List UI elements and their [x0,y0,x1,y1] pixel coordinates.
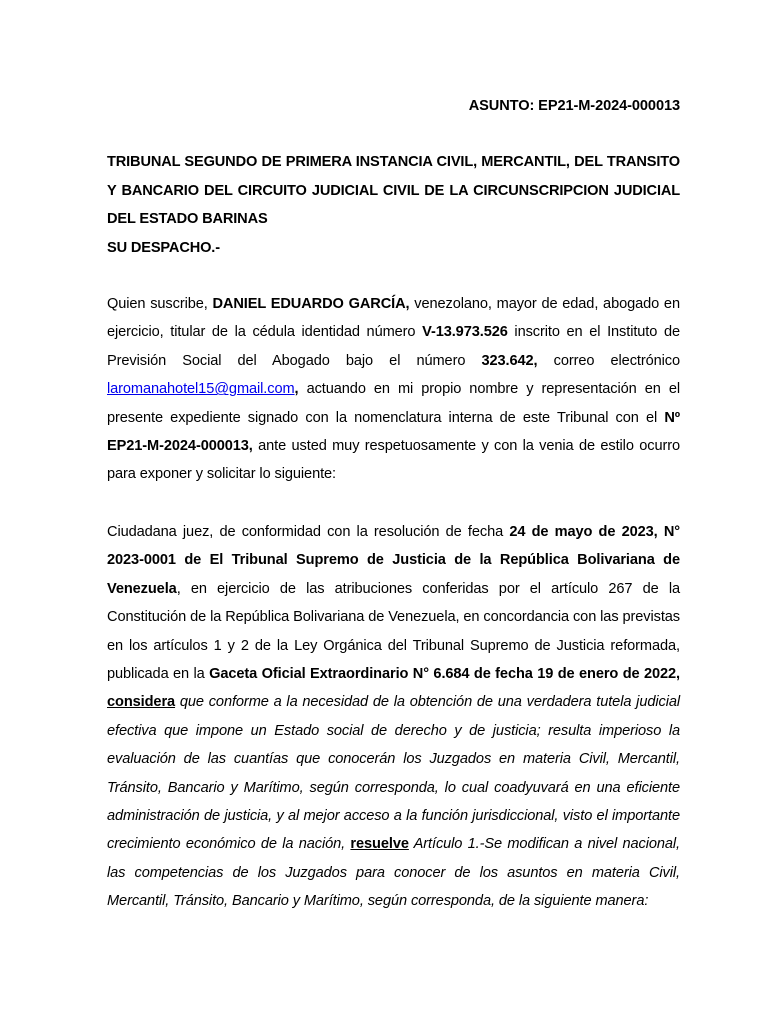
ipsa-number: 323.642, [481,352,538,369]
intro-text-5: actuando en mi propio nombre y representación en el presente expediente signado con la nomenclatura interna de este Tribunal con el [107,381,680,426]
quoted-text-1: que conforme a la necesidad de la obtención de una verdadera tutela judicial efectiva que impone un Estado social de derecho y de justicia; resulta imperioso la evaluación de las cuantías que conocerán los Juzgados en materia Civil, Mercantil, Tránsito, Bancario y Marítimo, según corresponda, lo cual coadyuvará en una eficiente administración de justicia, y al mejor acceso a la función jurisdiccional, visto el importante crecimiento económico de la nación, [107,694,680,853]
body-text-1: Ciudadana juez, de conformidad con la resolución de fecha [107,523,510,540]
id-number: V-13.973.526 [422,324,508,341]
subject-line: ASUNTO: EP21-M-2024-000013 [468,98,680,114]
signer-name: DANIEL EDUARDO GARCÍA, [212,296,410,313]
addressee-block [107,148,680,262]
resolution-reference: 24 de mayo de 2023, N° 2023-0001 de El Tribunal Supremo de Justicia de la República Bolivariana de Venezuela [107,523,681,597]
quoted-text-2: Artículo 1.-Se modifican a nivel nacional, las competencias de los Juzgados para conocer de los asuntos en materia Civil, Mercantil, Tránsito, Bancario y Marítimo, según corresponda, de la siguiente manera: [107,836,680,910]
email-link[interactable]: laromanahotel15@gmail.com [107,381,295,398]
body-text-2: , en ejercicio de las atribuciones conferidas por el artículo 267 de la Constitución de la República Bolivariana de Venezuela, en concordancia con las previstas en los artículos 1 y 2 de la Ley Orgánica del Tribunal Supremo de Justicia reformada, publicada en la [107,580,680,682]
court-name: TRIBUNAL SEGUNDO DE PRIMERA INSTANCIA CIVIL, MERCANTIL, DEL TRANSITO Y BANCARIO DEL CIRCUITO JUDICIAL CIVIL DE LA CIRCUNSCRIPCION JUDICIAL DEL ESTADO BARINAS [107,154,680,228]
intro-text-4: correo electrónico [537,352,680,369]
email-comma: , [294,381,299,398]
intro-text-3: inscrito en el Instituto de Previsión Social del Abogado bajo el número [107,324,680,369]
intro-paragraph [107,290,680,489]
salutation: SU DESPACHO.- [107,239,220,256]
case-reference: Nº EP21-M-2024-000013, [107,409,680,455]
intro-text-2: venezolano, mayor de edad, abogado en ejercicio, titular de la cédula identidad número [107,296,680,341]
intro-text-6: ante usted muy respetuosamente y con la venia de estilo ocurro para exponer y solicitar lo siguiente: [107,438,680,483]
considera-keyword: considera [107,694,176,711]
gazette-reference: Gaceta Oficial Extraordinario N° 6.684 de fecha 19 de enero de 2022, [209,665,680,682]
resuelve-keyword: resuelve [350,836,409,853]
body-paragraph [107,518,680,916]
intro-text-1: Quien suscribe, [107,296,213,313]
document-page [107,92,680,916]
